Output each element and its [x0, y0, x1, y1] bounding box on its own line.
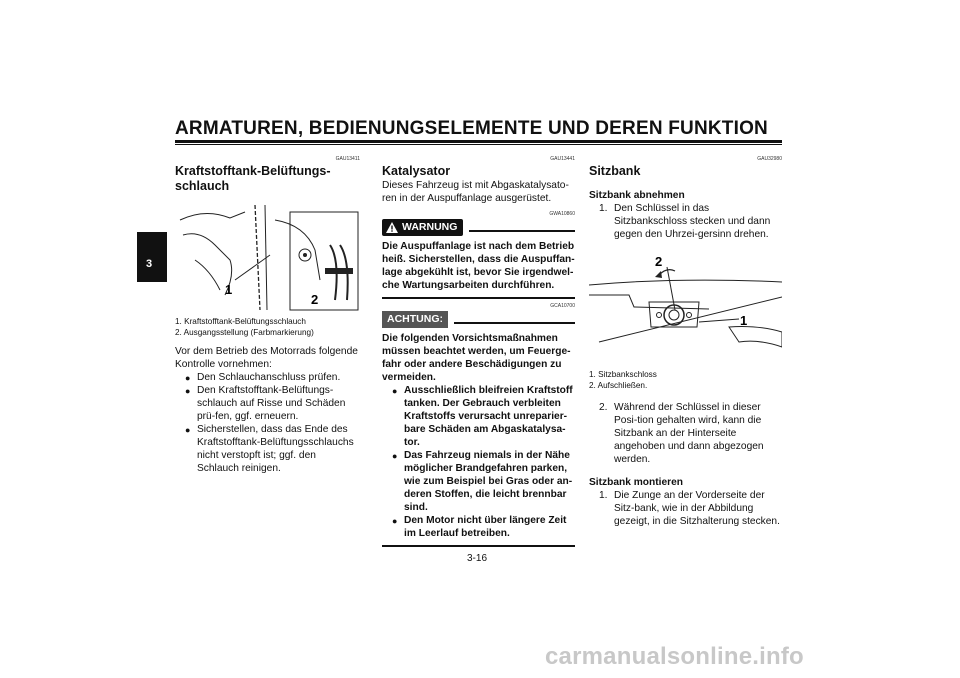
page-header-title: ARMATUREN, BEDIENUNGSELEMENTE UND DEREN FUNKTION — [175, 118, 768, 139]
caption-2: 2. Aufschließen. — [589, 381, 648, 390]
breather-hose-illustration — [175, 200, 360, 312]
warning-text: Die Auspuffanlage ist nach dem Betrieb heiß. Sicherstellen, dass die Auspuffan-lage abgekühlt ist, bevor Sie irgendwel-che Wartungsarbeiten durchführen. — [382, 241, 575, 291]
caution-header — [382, 311, 575, 328]
callout-1: 1 — [225, 282, 233, 297]
section-fuel-tank-breather — [175, 150, 360, 475]
section-title: Katalysator — [382, 164, 451, 178]
section-code: GAU32980 — [757, 156, 782, 162]
caution-end-rule — [382, 545, 575, 547]
list-item-text: Den Schlauchanschluss prüfen. — [197, 372, 341, 383]
header-rule — [175, 140, 782, 143]
watermark: carmanualsonline.info — [545, 643, 804, 670]
warning-triangle-icon — [386, 222, 398, 233]
step-number: 2. — [599, 402, 608, 413]
bullet-icon: ● — [392, 451, 398, 461]
section-code: GAU13441 — [550, 156, 575, 162]
page-number: 3-16 — [467, 553, 488, 564]
bullet-icon: ● — [185, 373, 191, 383]
step-item — [589, 202, 782, 241]
seat-lock-illustration — [589, 247, 774, 365]
section-seat — [589, 150, 782, 528]
warning-label-text: WARNUNG — [402, 221, 458, 233]
step-item — [589, 489, 782, 528]
section-catalytic-converter — [382, 150, 575, 547]
list-item-text: Den Motor nicht über längere Zeit im Leerlauf betreiben. — [404, 515, 567, 539]
list-item — [175, 371, 360, 384]
subheading-remove: Sitzbank abnehmen — [589, 190, 685, 201]
header-rule-thin — [175, 144, 782, 145]
step-text: Den Schlüssel in das Sitzbankschloss stecken und dann gegen den Uhrzei-gersinn drehen. — [614, 203, 771, 240]
list-item-text: Sicherstellen, dass das Ende des Kraftstofftank-Belüftungsschlauchs nicht verstopft ist; ggf. den Schlauch reinigen. — [197, 424, 354, 474]
bullet-icon: ● — [392, 386, 398, 396]
caption-2: 2. Ausgangsstellung (Farbmarkierung) — [175, 328, 314, 337]
section-text: Dieses Fahrzeug ist mit Abgaskatalysato-ren in der Auspuffanlage ausgerüstet. — [382, 180, 569, 204]
list-item — [382, 449, 575, 514]
list-item-text: Das Fahrzeug niemals in der Nähe möglicher Brandgefahren parken, wie zum Beispiel bei Gras oder an-deren Stoffen, die leicht brennbar sind. — [404, 450, 573, 513]
section-title: Kraftstofftank-Belüftungs-schlauch — [175, 164, 331, 193]
list-item — [175, 423, 360, 475]
step-number: 1. — [599, 490, 608, 501]
bullet-icon: ● — [392, 516, 398, 526]
list-item-text: Den Kraftstofftank-Belüftungs-schlauch auf Risse und Schäden prü-fen, ggf. erneuern. — [197, 385, 346, 422]
caution-code: GCA10700 — [550, 303, 575, 309]
section-title: Sitzbank — [589, 164, 641, 178]
seat-lock-drawing — [589, 247, 782, 365]
bullet-icon: ● — [185, 386, 191, 396]
intro-text: Vor dem Betrieb des Motorrads folgende Kontrolle vornehmen: — [175, 346, 358, 370]
warning-rule — [469, 230, 575, 232]
chapter-number: 3 — [146, 258, 153, 270]
step-item — [589, 401, 782, 466]
warning-header — [382, 219, 575, 236]
step-text: Die Zunge an der Vorderseite der Sitz-bank, wie in der Abbildung gezeigt, in die Sitzhalterung stecken. — [614, 490, 780, 527]
list-item-text: Ausschließlich bleifreien Kraftstoff tanken. Der Gebrauch verbleiten Kraftstoffs verursacht unreparier-bare Schäden am Abgaskatalysa-tor. — [404, 385, 573, 448]
warning-code: GWA10860 — [549, 211, 575, 217]
section-code: GAU13411 — [335, 156, 360, 162]
warning-label — [382, 219, 463, 236]
caution-text: Die folgenden Vorsichtsmaßnahmen müssen beachtet werden, um Feuerge-fahr oder andere Beschädigungen zu vermeiden. — [382, 333, 571, 383]
step-text: Während der Schlüssel in dieser Posi-tion gehalten wird, kann die Sitzbank an der Hinterseite angehoben und dann abgezogen werden. — [614, 402, 764, 465]
bullet-icon: ● — [185, 425, 191, 435]
list-item — [382, 384, 575, 449]
list-item — [175, 384, 360, 423]
subheading-install: Sitzbank montieren — [589, 477, 683, 488]
callout-1: 1 — [740, 313, 748, 328]
caution-rule — [454, 322, 575, 324]
step-number: 1. — [599, 203, 608, 214]
breather-hose-drawing — [175, 200, 360, 312]
callout-2: 2 — [655, 254, 663, 269]
caption-1: 1. Kraftstofftank-Belüftungsschlauch — [175, 317, 306, 326]
warning-end-rule — [382, 297, 575, 299]
caption-1: 1. Sitzbankschloss — [589, 370, 657, 379]
chapter-tab — [137, 232, 167, 282]
caution-label: ACHTUNG: — [382, 311, 448, 328]
list-item — [382, 514, 575, 540]
callout-2: 2 — [311, 292, 319, 307]
